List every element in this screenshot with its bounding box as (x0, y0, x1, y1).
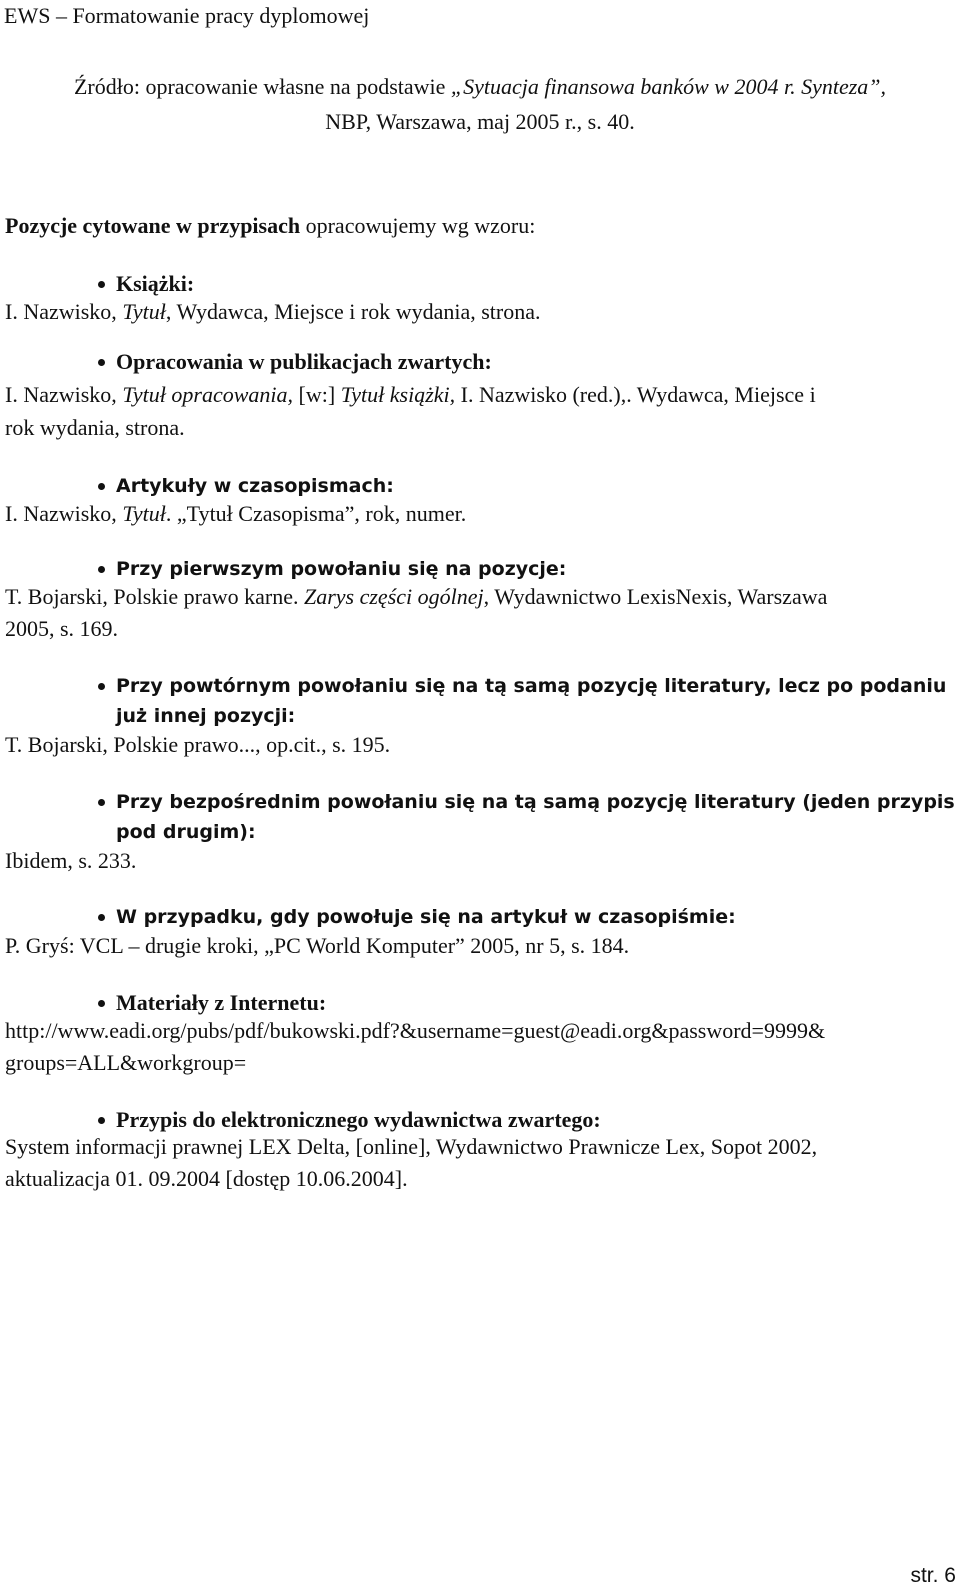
section-label-books: Książki: (116, 271, 195, 296)
text-run: I. Nazwisko, (5, 382, 123, 407)
section-collective-line-1 (5, 381, 816, 409)
section-repeat-citation-line: T. Bojarski, Polskie prawo..., op.cit., s. 195. (5, 732, 391, 757)
section-label-internet: Materiały z Internetu: (116, 990, 327, 1015)
section-label-articles: Artykuły w czasopismach: (116, 472, 394, 500)
text-run-italic: Tytuł książki, (340, 382, 456, 407)
text-run: . „Tytuł Czasopisma”, rok, numer. (165, 501, 467, 526)
text-run: I. Nazwisko, (5, 299, 123, 324)
section-label-journal-article: W przypadku, gdy powołuje się na artykuł w czasopiśmie: (116, 903, 736, 931)
text-run: , Wydawnictwo LexisNexis, Warszawa (483, 584, 828, 609)
section-label-repeat-citation: Przy powtórnym powołaniu się na tą samą pozycję literatury, lecz po podaniu (116, 672, 946, 700)
text-run: I. Nazwisko, (5, 501, 123, 526)
section-label-ibidem-cont: pod drugim): (116, 821, 256, 843)
page-number: str. 6 (910, 1564, 956, 1587)
source-line-1 (0, 69, 960, 104)
section-collective-line-2: rok wydania, strona. (5, 415, 185, 440)
section-label-repeat-citation-cont: już innej pozycji: (116, 705, 296, 727)
intro-line (5, 212, 535, 240)
section-label-electronic: Przypis do elektronicznego wydawnictwa zwartego: (116, 1107, 601, 1132)
text-run: I. Nazwisko (red.),. Wydawca, Miejsce i (455, 382, 816, 407)
source-prefix: Źródło: opracowanie własne na podstawie (73, 74, 451, 99)
intro-rest: opracowujemy wg wzoru: (300, 213, 536, 238)
section-internet-line-2: groups=ALL&workgroup= (5, 1050, 247, 1075)
text-run-italic: Tytuł (122, 299, 166, 324)
text-run-italic: Tytuł opracowania, (122, 382, 294, 407)
section-books-line (5, 298, 541, 326)
text-run: T. Bojarski, Polskie prawo karne. (5, 584, 304, 609)
section-electronic-line-2: aktualizacja 01. 09.2004 [dostęp 10.06.2004]. (5, 1166, 408, 1191)
section-journal-article-line: P. Gryś: VCL – drugie kroki, „PC World Komputer” 2005, nr 5, s. 184. (5, 933, 630, 958)
source-line-2: NBP, Warszawa, maj 2005 r., s. 40. (325, 109, 635, 134)
section-label-ibidem: Przy bezpośrednim powołaniu się na tą samą pozycję literatury (jeden przypis (116, 788, 955, 816)
section-first-citation-line-1 (5, 583, 827, 611)
text-run-italic: Tytuł (122, 501, 166, 526)
text-run: [w:] (293, 382, 341, 407)
section-electronic-line-1: System informacji prawnej LEX Delta, [online], Wydawnictwo Prawnicze Lex, Sopot 2002, (5, 1134, 818, 1159)
section-articles-line (5, 500, 466, 528)
text-run: , Wydawca, Miejsce i rok wydania, strona. (165, 299, 541, 324)
text-run-italic: Zarys części ogólnej (303, 584, 484, 609)
section-first-citation-line-2: 2005, s. 169. (5, 616, 119, 641)
page-header: EWS – Formatowanie pracy dyplomowej (4, 3, 370, 28)
section-label-first-citation: Przy pierwszym powołaniu się na pozycje: (116, 555, 566, 583)
source-title: „Sytuacja finansowa banków w 2004 r. Synteza”, (450, 74, 887, 99)
section-label-collective: Opracowania w publikacjach zwartych: (116, 349, 492, 374)
intro-bold: Pozycje cytowane w przypisach (5, 213, 301, 238)
section-internet-line-1: http://www.eadi.org/pubs/pdf/bukowski.pdf?&username=guest@eadi.org&password=9999& (5, 1018, 826, 1043)
section-ibidem-line: Ibidem, s. 233. (5, 848, 137, 873)
